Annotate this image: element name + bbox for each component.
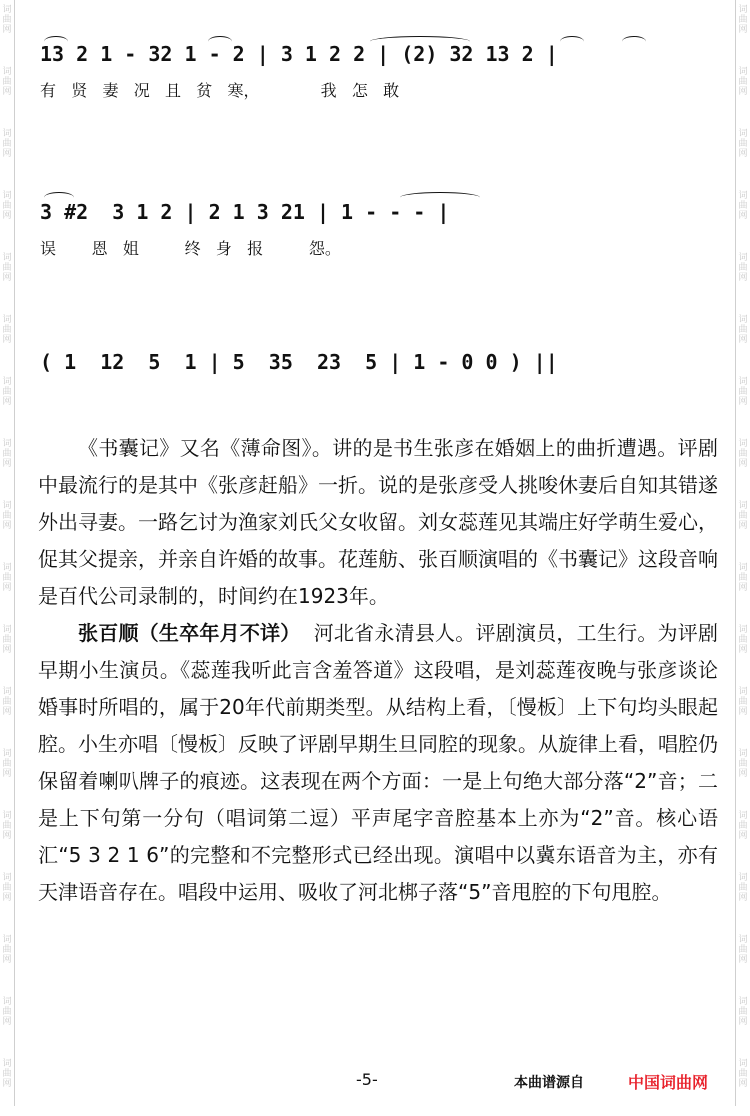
watermark-char: 曲 [2, 138, 12, 149]
score-system-1 [40, 42, 730, 101]
watermark-char: 词 [738, 997, 748, 1007]
watermark-char: 网 [2, 148, 12, 159]
watermark-char: 网 [738, 458, 748, 469]
watermark-char: 网 [738, 892, 748, 903]
slur-mark [622, 36, 646, 47]
slur-mark [208, 36, 232, 47]
source-site-link[interactable]: 中国词曲网 [628, 1073, 709, 1092]
score-lyrics-line: 有 贤 妻 况 且 贫 寒， 我 怎 敢 [40, 81, 400, 100]
watermark-char: 词 [2, 873, 12, 883]
right-watermark-strip [735, 0, 750, 1106]
watermark-char: 词 [2, 935, 12, 945]
watermark-char: 网 [738, 396, 748, 407]
watermark-block [736, 620, 750, 682]
score-system-3 [40, 350, 730, 374]
watermark-char: 词 [738, 625, 748, 635]
watermark-char: 词 [738, 67, 748, 77]
watermark-char: 曲 [2, 448, 12, 459]
watermark-char: 词 [738, 315, 748, 325]
watermark-char: 网 [2, 210, 12, 221]
watermark-block [736, 930, 750, 992]
watermark-char: 网 [738, 644, 748, 655]
watermark-char: 网 [2, 1078, 12, 1089]
watermark-char: 网 [2, 272, 12, 283]
watermark-char: 曲 [738, 1068, 748, 1079]
watermark-block [0, 806, 14, 868]
watermark-char: 词 [2, 5, 12, 15]
watermark-char: 曲 [738, 944, 748, 955]
watermark-char: 词 [738, 749, 748, 759]
watermark-char: 词 [738, 811, 748, 821]
watermark-char: 曲 [2, 14, 12, 25]
watermark-block [736, 682, 750, 744]
watermark-block [0, 868, 14, 930]
watermark-block [736, 558, 750, 620]
watermark-char: 曲 [738, 758, 748, 769]
article-paragraph-2 [38, 615, 718, 911]
watermark-block [736, 744, 750, 806]
watermark-block [0, 186, 14, 248]
watermark-char: 曲 [2, 200, 12, 211]
watermark-char: 词 [2, 501, 12, 511]
watermark-char: 网 [2, 334, 12, 345]
watermark-block [0, 310, 14, 372]
watermark-char: 词 [738, 687, 748, 697]
watermark-char: 词 [2, 315, 12, 325]
watermark-block [0, 992, 14, 1054]
watermark-char: 词 [2, 811, 12, 821]
watermark-char: 曲 [738, 262, 748, 273]
watermark-char: 词 [2, 997, 12, 1007]
watermark-block [736, 992, 750, 1054]
watermark-char: 曲 [738, 882, 748, 893]
watermark-char: 曲 [2, 944, 12, 955]
watermark-block [736, 0, 750, 62]
watermark-char: 曲 [738, 138, 748, 149]
watermark-block [736, 496, 750, 558]
watermark-char: 曲 [2, 572, 12, 583]
watermark-block [736, 806, 750, 868]
slur-mark [370, 36, 470, 47]
watermark-char: 网 [2, 892, 12, 903]
slur-mark [560, 36, 584, 47]
watermark-block [0, 372, 14, 434]
watermark-char: 词 [2, 67, 12, 77]
score-notes-line: ( 1 12 5 1 | 5 35 23 5 | 1 - 0 0 ) || [40, 350, 558, 374]
watermark-char: 曲 [2, 758, 12, 769]
watermark-char: 网 [2, 644, 12, 655]
article-body [38, 430, 718, 911]
bio-name: 张百顺（生卒年月不详） [78, 621, 301, 645]
score-lyrics-line: 误 恩 姐 终 身 报 怨。 [40, 239, 341, 258]
watermark-char: 网 [2, 768, 12, 779]
watermark-char: 网 [2, 458, 12, 469]
watermark-char: 网 [738, 334, 748, 345]
watermark-block [736, 868, 750, 930]
watermark-block [0, 682, 14, 744]
watermark-char: 网 [2, 396, 12, 407]
slur-mark [44, 36, 68, 47]
score-notes-line: 13 2 1 - 32 1 - 2 | 3 1 2 2 | (2) 32 13 2 | [40, 42, 558, 66]
bio-text: 河北省永清县人。评剧演员，工生行。为评剧早期小生演员。《蕊莲我听此言含羞答道》这段唱，是刘蕊莲夜晚与张彦谈论婚事时所唱的，属于20年代前期类型。从结构上看，〔慢板〕上下句均头眼起腔。小生亦唱〔慢板〕反映了评剧早期生旦同腔的现象。从旋律上看，唱腔仍保留着喇叭牌子的痕迹。这表现在两个方面：一是上句绝大部分落“2”音；二是上下句第一分句（唱词第二逗）平声尾字音腔基本上亦为“2”音。核心语汇“5 3 2 1 6”的完整和不完整形式已经出现。演唱中以冀东语音为主，亦有天津语音存在。唱段中运用、吸收了河北梆子落“5”音甩腔的下句甩腔。 [38, 621, 719, 904]
watermark-char: 词 [738, 191, 748, 201]
watermark-char: 词 [2, 563, 12, 573]
watermark-block [736, 124, 750, 186]
watermark-char: 词 [2, 625, 12, 635]
watermark-char: 网 [738, 582, 748, 593]
watermark-char: 曲 [738, 634, 748, 645]
watermark-char: 曲 [738, 386, 748, 397]
page-number: -5- [356, 1070, 378, 1089]
watermark-block [736, 248, 750, 310]
watermark-char: 词 [738, 1059, 748, 1069]
watermark-char: 词 [738, 253, 748, 263]
watermark-char: 网 [738, 210, 748, 221]
watermark-char: 词 [2, 749, 12, 759]
watermark-char: 网 [738, 706, 748, 717]
left-watermark-strip [0, 0, 15, 1106]
watermark-char: 曲 [738, 324, 748, 335]
watermark-char: 曲 [2, 882, 12, 893]
watermark-char: 网 [2, 24, 12, 35]
watermark-char: 曲 [2, 696, 12, 707]
watermark-char: 词 [738, 501, 748, 511]
watermark-char: 词 [2, 191, 12, 201]
watermark-block [0, 496, 14, 558]
watermark-char: 词 [738, 377, 748, 387]
watermark-char: 词 [738, 873, 748, 883]
watermark-char: 曲 [738, 14, 748, 25]
watermark-char: 网 [738, 520, 748, 531]
watermark-char: 曲 [2, 1068, 12, 1079]
score-system-2 [40, 200, 730, 259]
watermark-block [0, 744, 14, 806]
watermark-block [0, 124, 14, 186]
watermark-char: 词 [2, 253, 12, 263]
watermark-char: 网 [2, 582, 12, 593]
watermark-char: 曲 [738, 448, 748, 459]
watermark-char: 词 [738, 129, 748, 139]
watermark-char: 网 [738, 954, 748, 965]
watermark-block [0, 248, 14, 310]
watermark-char: 曲 [738, 572, 748, 583]
watermark-char: 曲 [738, 820, 748, 831]
watermark-char: 词 [738, 439, 748, 449]
watermark-char: 词 [2, 1059, 12, 1069]
watermark-char: 曲 [738, 200, 748, 211]
watermark-char: 曲 [2, 634, 12, 645]
slur-mark [400, 192, 480, 203]
watermark-char: 曲 [738, 696, 748, 707]
watermark-char: 词 [738, 935, 748, 945]
watermark-char: 网 [2, 1016, 12, 1027]
watermark-char: 词 [2, 439, 12, 449]
watermark-char: 曲 [738, 1006, 748, 1017]
watermark-block [736, 434, 750, 496]
watermark-char: 曲 [738, 510, 748, 521]
watermark-char: 网 [738, 1016, 748, 1027]
watermark-char: 词 [2, 129, 12, 139]
watermark-char: 曲 [2, 324, 12, 335]
watermark-char: 网 [2, 706, 12, 717]
watermark-char: 网 [2, 954, 12, 965]
page-footer [0, 1066, 750, 1096]
watermark-char: 词 [738, 563, 748, 573]
article-paragraph-1: 《书囊记》又名《薄命图》。讲的是书生张彦在婚姻上的曲折遭遇。评剧中最流行的是其中《张彦赶船》一折。说的是张彦受人挑唆休妻后自知其错遂外出寻妻。一路乞讨为渔家刘氏父女收留。刘女蕊莲见其端庄好学萌生爱心，促其父提亲，并亲自许婚的故事。花莲舫、张百顺演唱的《书囊记》这段音响是百代公司录制的，时间约在1923年。 [38, 436, 718, 608]
watermark-char: 曲 [2, 76, 12, 87]
watermark-block [0, 558, 14, 620]
watermark-char: 网 [2, 86, 12, 97]
watermark-char: 词 [2, 687, 12, 697]
watermark-block [736, 186, 750, 248]
watermark-block [0, 0, 14, 62]
watermark-char: 词 [2, 377, 12, 387]
watermark-char: 曲 [738, 76, 748, 87]
score-notes-line: 3 #2 3 1 2 | 2 1 3 21 | 1 - - - | [40, 200, 450, 224]
watermark-block [736, 372, 750, 434]
watermark-block [0, 930, 14, 992]
watermark-block [0, 62, 14, 124]
watermark-char: 网 [738, 1078, 748, 1089]
watermark-char: 网 [738, 830, 748, 841]
watermark-char: 曲 [2, 262, 12, 273]
watermark-char: 网 [2, 520, 12, 531]
source-label: 本曲谱源自 [514, 1075, 584, 1091]
watermark-block [0, 620, 14, 682]
watermark-char: 网 [738, 768, 748, 779]
watermark-char: 网 [738, 272, 748, 283]
slur-mark [44, 192, 74, 203]
watermark-char: 网 [2, 830, 12, 841]
watermark-char: 曲 [2, 820, 12, 831]
watermark-block [0, 434, 14, 496]
watermark-char: 网 [738, 24, 748, 35]
watermark-char: 曲 [2, 1006, 12, 1017]
watermark-char: 网 [738, 148, 748, 159]
watermark-char: 曲 [2, 510, 12, 521]
watermark-block [736, 62, 750, 124]
watermark-char: 词 [738, 5, 748, 15]
watermark-char: 曲 [2, 386, 12, 397]
watermark-block [736, 310, 750, 372]
watermark-char: 网 [738, 86, 748, 97]
